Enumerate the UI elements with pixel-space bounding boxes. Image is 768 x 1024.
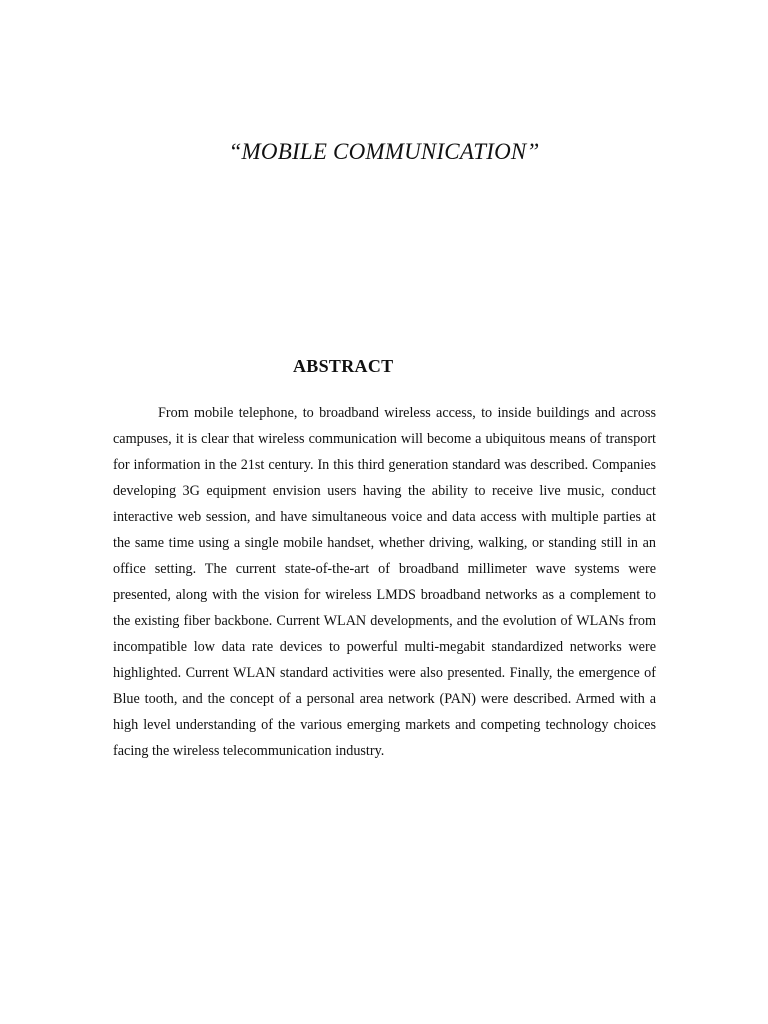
abstract-paragraph: From mobile telephone, to broadband wireless access, to inside buildings and across campuses, it is clear that wireless communication will become a ubiquitous means of transport for information in the 21st century. In this third generation standard was described. Companies developing 3G equipment envision users having the ability to receive live music, conduct interactive web session, and have simultaneous voice and data access with multiple parties at the same time using a single mobile handset, whether driving, walking, or standing still in an office setting. The current state-of-the-art of broadband millimeter wave systems were presented, along with the vision for wireless LMDS broadband networks as a complement to the existing fiber backbone. Current WLAN developments, and the evolution of WLANs from incompatible low data rate devices to powerful multi-megabit standardized networks were highlighted. Current WLAN standard activities were also presented. Finally, the emergence of Blue tooth, and the concept of a personal area network (PAN) were described. Armed with a high level understanding of the various emerging markets and competing technology choices facing the wireless telecommunication industry. xyxy=(113,405,656,759)
document-title: “MOBILE COMMUNICATION” xyxy=(228,139,540,164)
abstract-heading: ABSTRACT xyxy=(293,356,394,376)
